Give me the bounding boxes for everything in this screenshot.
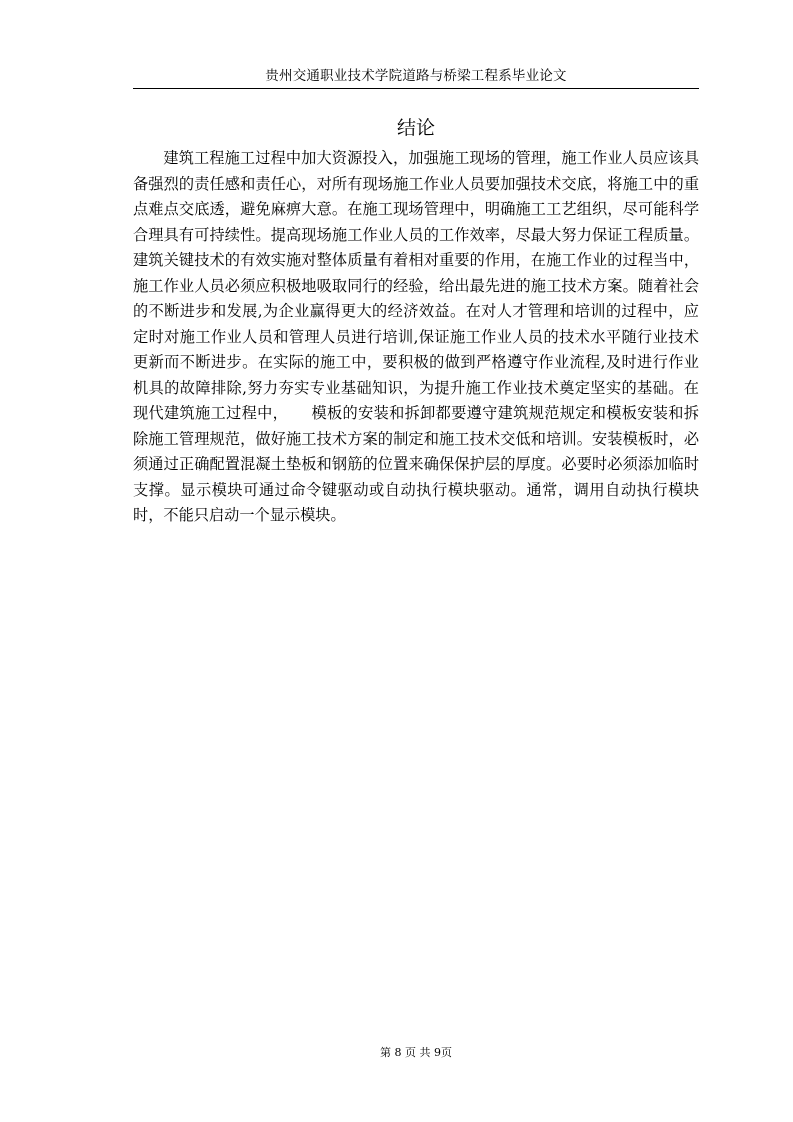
conclusion-paragraph: 建筑工程施工过程中加大资源投入，加强施工现场的管理，施工作业人员应该具备强烈的责任感和责任心，对所有现场施工作业人员要加强技术交底，将施工中的重点难点交底透，避免麻痹大意。在施工现场管理中，明确施工工艺组织，尽可能科学合理具有可持续性。提高现场施工作业人员的工作效率，尽最大努力保证工程质量。建筑关键技术的有效实施对整体质量有着相对重要的作用，在施工作业的过程当中，施工作业人员必须应积极地吸取同行的经验，给出最先进的施工技术方案。随着社会的不断进步和发展,为企业赢得更大的经济效益。在对人才管理和培训的过程中，应定时对施工作业人员和管理人员进行培训,保证施工作业人员的技术水平随行业技术更新而不断进步。在实际的施工中，要积极的做到严格遵守作业流程,及时进行作业机具的故障排除,努力夯实专业基础知识，为提升施工作业技术奠定坚实的基础。在现代建筑施工过程中， 模板的安装和拆卸都要遵守建筑规范规定和模板安装和拆除施工管理规范，做好施工技术方案的制定和施工技术交低和培训。安装模板时，必须通过正确配置混凝土垫板和钢筋的位置来确保保护层的厚度。必要时必须添加临时支撑。显示模块可通过命令键驱动或自动执行模块驱动。通常，调用自动执行模块时，不能只启动一个显示模块。 [133, 149, 699, 524]
page-number: 第 8 页 共 9页 [380, 1046, 452, 1059]
page-header: 贵州交通职业技术学院道路与桥梁工程系毕业论文 [133, 66, 699, 89]
section-title: 结论 [396, 117, 435, 139]
